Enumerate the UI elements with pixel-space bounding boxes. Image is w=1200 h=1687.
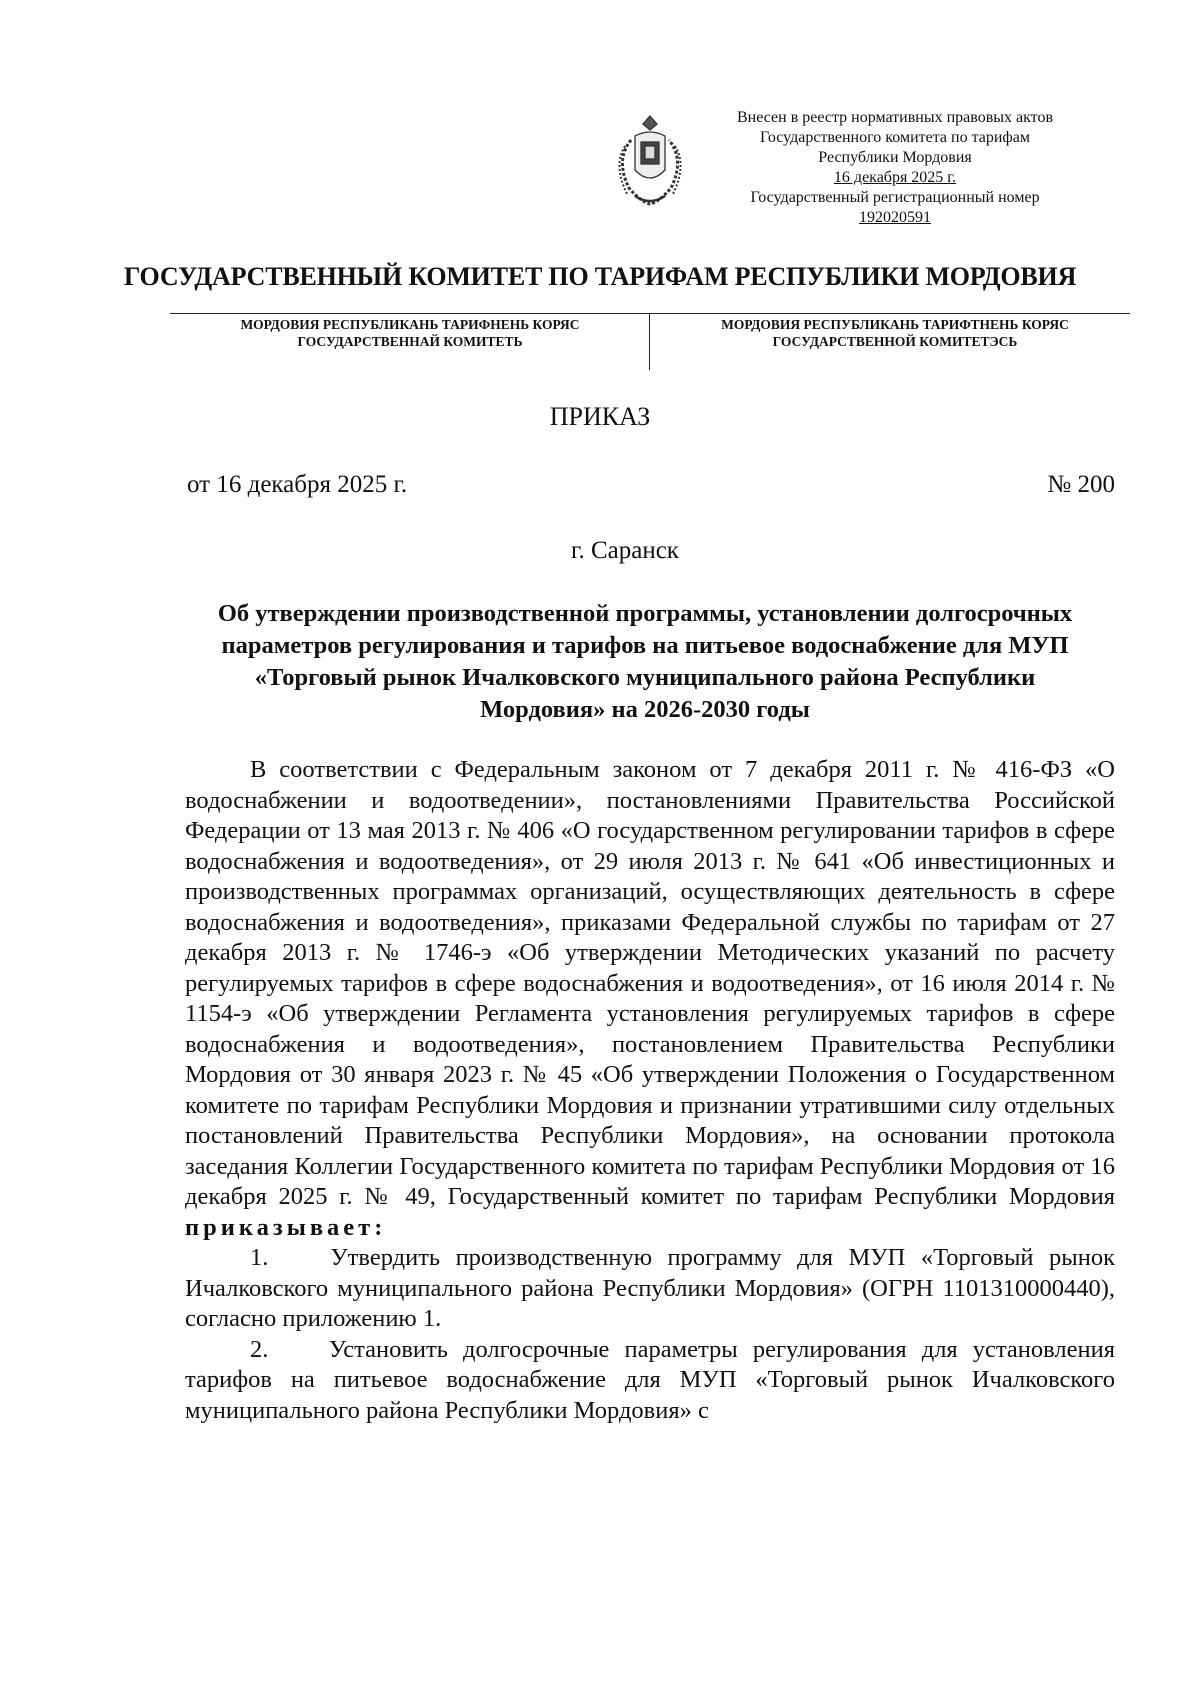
subheader-right-line: ГОСУДАРСТВЕННОЙ КОМИТЕТЭСЬ (772, 334, 1018, 349)
preamble-paragraph (185, 755, 1115, 1243)
registry-number: 192020591 (859, 209, 931, 226)
order-body (185, 755, 1115, 1426)
order-number: № 200 (1047, 471, 1115, 498)
subheader-right-line: МОРДОВИЯ РЕСПУБЛИКАНЬ ТАРИФТНЕНЬ КОРЯС (721, 317, 1069, 332)
preamble-text: В соответствии с Федеральным законом от 7 декабря 2011 г. № 416-ФЗ «О водоснабжении и водоотведении», постановлениями Правительства Российской Федерации от 13 мая 2013 г. № 406 «О государственном регулировании тарифов в сфере водоснабжения и водоотведения», от 29 июля 2013 г. № 641 «Об инвестиционных и производственных программах организаций, осуществляющих деятельность в сфере водоснабжения и водоотведения», приказами Федеральной службы по тарифам от 27 декабря 2013 г. № 1746-э «Об утверждении Методических указаний по расчету регулируемых тарифов в сфере водоснабжения и водоотведения», от 16 июля 2014 г. № 1154-э «Об утверждении Регламента установления регулируемых тарифов в сфере водоснабжения и водоотведения», постановлением Правительства Республики Мордовия от 30 января 2023 г. № 45 «Об утверждении Положения о Государственном комитете по тарифам Республики Мордовия и признании утратившими силу отдельных постановлений Правительства Республики Мордовия», на основании протокола заседания Коллегии Государственного комитета по тарифам Республики Мордовия от 16 декабря 2025 г. № 49, Государственный комитет по тарифам Республики Мордовия (185, 756, 1115, 1210)
registry-stamp (715, 108, 1075, 228)
order-city: г. Саранск (571, 537, 679, 564)
subheader-left (175, 316, 645, 350)
registry-line: Государственного комитета по тарифам (759, 129, 1031, 146)
mordovia-coat-of-arms-icon (605, 110, 695, 210)
registry-line: Внесен в реестр нормативных правовых актов (737, 109, 1053, 126)
registry-line: Государственный регистрационный номер (750, 189, 1040, 206)
registry-date: 16 декабря 2025 г. (833, 169, 957, 186)
subheader-left-line: ГОСУДАРСТВЕННАЙ КОМИТЕТЬ (297, 334, 523, 349)
decree-word: приказывает: (185, 1213, 387, 1241)
subheader-left-line: МОРДОВИЯ РЕСПУБЛИКАНЬ ТАРИФНЕНЬ КОРЯС (240, 317, 580, 332)
committee-name: ГОСУДАРСТВЕННЫЙ КОМИТЕТ ПО ТАРИФАМ РЕСПУБЛИКИ МОРДОВИЯ (123, 262, 1077, 291)
order-item-1: 1. Утвердить производственную программу для МУП «Торговый рынок Ичалковского муниципального района Республики Мордовия» (ОГРН 1101310000440), согласно приложению 1. (185, 1244, 1115, 1332)
header-column-divider (649, 314, 650, 370)
order-date: от 16 декабря 2025 г. (187, 471, 408, 498)
order-title: ПРИКАЗ (549, 402, 651, 431)
header-divider (170, 313, 1130, 314)
registry-line: Республики Мордовия (818, 149, 972, 166)
order-subject: Об утверждении производственной программы, установлении долгосрочных параметров регулирования и тарифов на питьевое водоснабжение для МУП «Торговый рынок Ичалковского муниципального района Республики Мордовия» на 2026-2030 годы (217, 600, 1073, 723)
order-item-2: 2. Установить долгосрочные параметры регулирования для установления тарифов на питьевое водоснабжение для МУП «Торговый рынок Ичалковского муниципального района Республики Мордовия» с (185, 1335, 1115, 1424)
subheader-right (660, 316, 1130, 350)
